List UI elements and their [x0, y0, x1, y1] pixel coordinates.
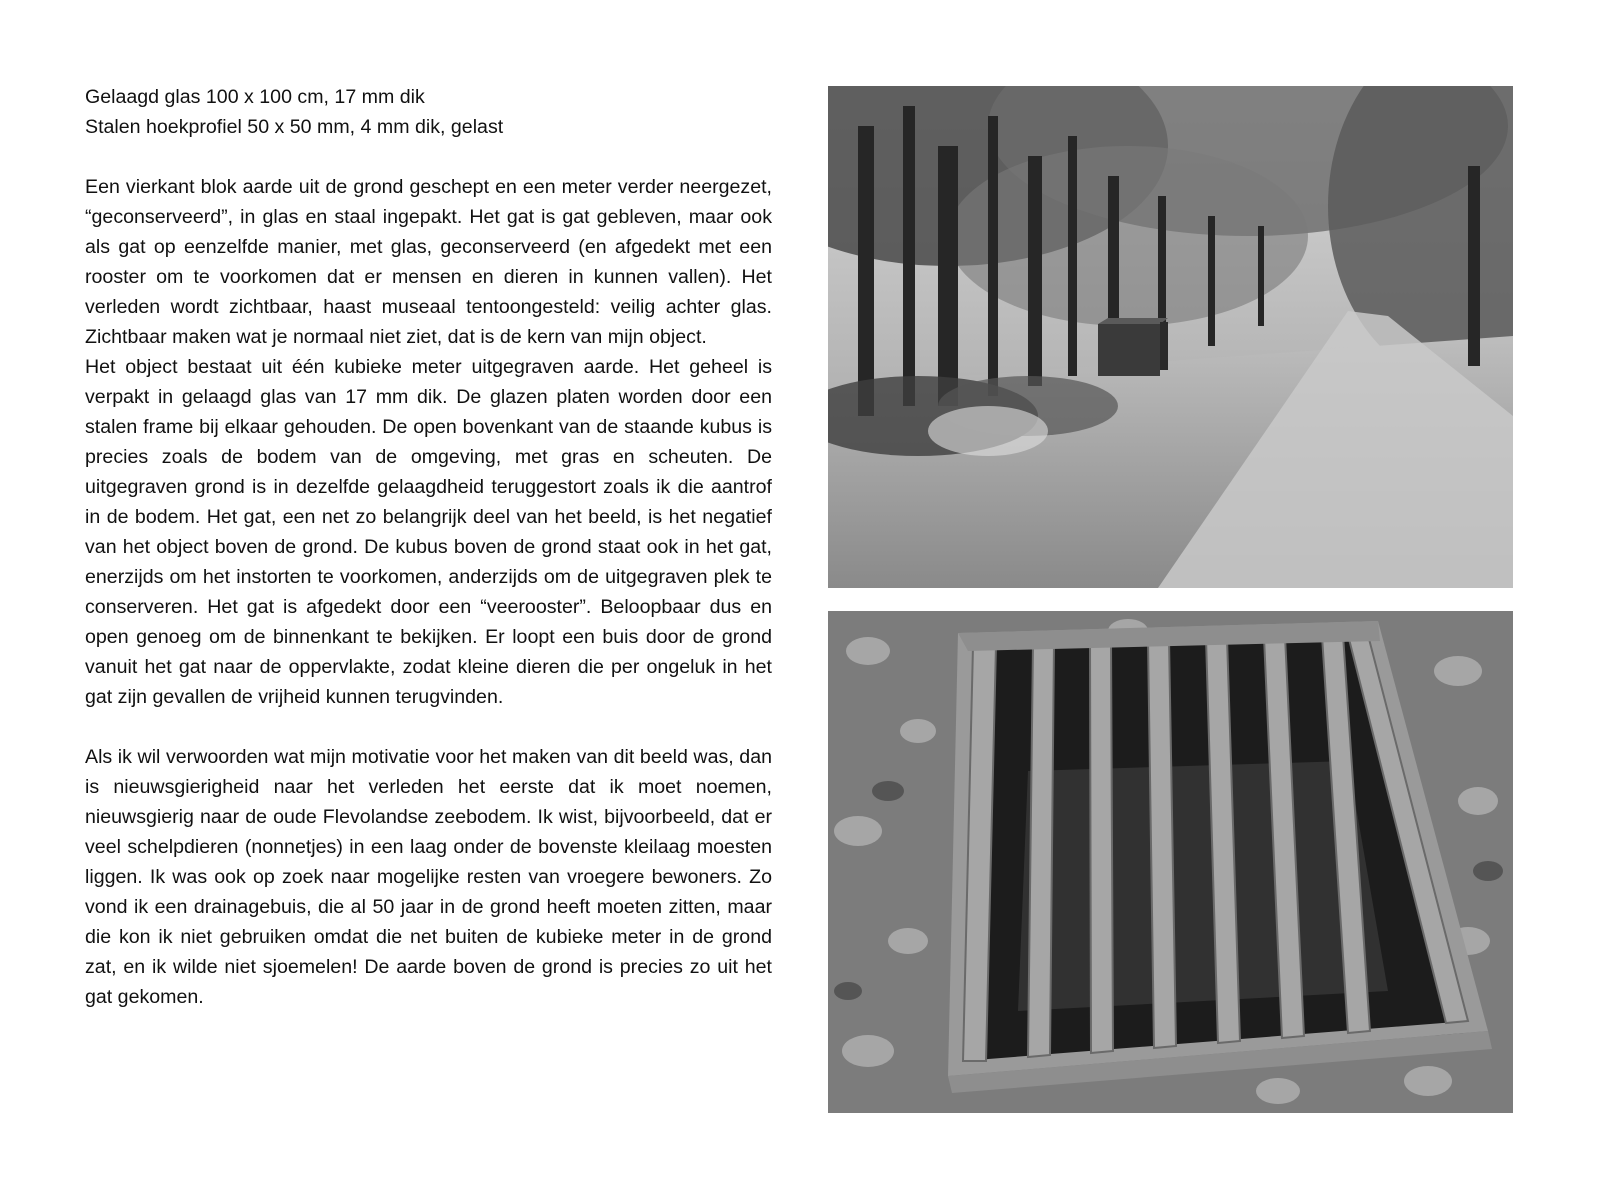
text-column: [85, 82, 772, 1012]
spec-steel: Stalen hoekprofiel 50 x 50 mm, 4 mm dik, gelast: [85, 116, 504, 138]
spacer: [85, 712, 772, 742]
spec-glass: Gelaagd glas 100 x 100 cm, 17 mm dik: [85, 86, 425, 108]
paragraph-object: Het object bestaat uit één kubieke meter uitgegraven aarde. Het geheel is verpakt in gelaagd glas van 17 mm dik. De glazen platen worden door een stalen frame bij elkaar gehouden. De open bovenkant van de staande kubus is precies zoals de bodem van de omgeving, met gras en scheuten. De uitgegraven grond is in dezelfde gelaagdheid teruggestort zoals ik die aantrof in de bodem. Het gat, een net zo belangrijk deel van het beeld, is het negatief van het object boven de grond. De kubus boven de grond staat ook in het gat, enerzijds om het instorten te voorkomen, anderzijds om de uitgegraven plek te conserveren. Het gat is afgedekt door een “veerooster”. Beloopbaar dus en open genoeg om de binnenkant te bekijken. Er loopt een buis door de grond vanuit het gat naar de oppervlakte, zodat kleine dieren die per ongeluk in het gat zijn gevallen de vrijheid kunnen terugvinden.: [85, 356, 772, 708]
spacer: [85, 142, 772, 172]
forest-photo-illustration: [828, 86, 1513, 588]
paragraph-motivation: Als ik wil verwoorden wat mijn motivatie voor het maken van dit beeld was, dan is nieuwsgierigheid naar het verleden het eerste dat ik moet noemen, nieuwsgierig naar de oude Flevolandse zeebodem. Ik wist, bijvoorbeeld, dat er veel schelpdieren (nonnetjes) in een laag onder de bovenste kleilaag moesten liggen. Ik was ook op zoek naar mogelijke resten van vroegere bewoners. Zo vond ik een drainagebuis, die al 50 jaar in de grond heeft moeten zitten, maar die kon ik niet gebruiken omdat die net buiten de kubieke meter in de grond zat, en ik wilde niet sjoemelen! De aarde boven de grond is precies zo uit het gat gekomen.: [85, 746, 772, 1008]
material-specs: [85, 82, 772, 142]
paragraph-intro: Een vierkant blok aarde uit de grond geschept en een meter verder neergezet, “geconserveerd”, in glas en staal ingepakt. Het gat is gat gebleven, maar ook als gat op eenzelfde manier, met glas, geconserveerd (en afgedekt met een rooster om te voorkomen dat er mensen en dieren in kunnen vallen). Het verleden wordt zichtbaar, haast museaal tentoongesteld: veilig achter glas. Zichtbaar maken wat je normaal niet ziet, dat is de kern van mijn object.: [85, 176, 772, 348]
photo-forest-path: [828, 86, 1513, 588]
grate-photo-illustration: [828, 611, 1513, 1113]
photo-grate: [828, 611, 1513, 1113]
